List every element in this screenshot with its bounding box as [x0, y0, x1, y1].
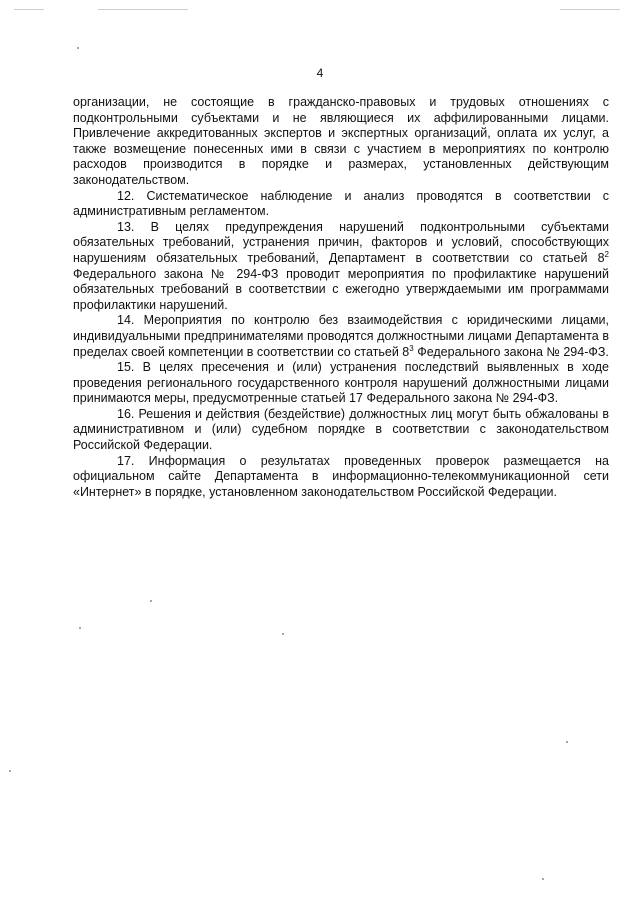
paragraph-text: 13. В целях предупреждения нарушений подконтрольными субъектами обязательных требований, устранения причин, факторов и условий, способствующих нарушениям обязательных требований, Департамент в соответствии со статьей 8	[73, 219, 609, 265]
scan-edge-mark	[560, 9, 620, 10]
page-number: 4	[316, 66, 324, 80]
superscript: 2	[604, 249, 609, 259]
scan-speck	[282, 633, 284, 635]
paragraph	[73, 360, 609, 407]
scan-edge-mark	[14, 9, 44, 10]
paragraph-text: 16. Решения и действия (бездействие) должностных лиц могут быть обжалованы в административном и (или) судебном порядке в соответствии с законодательством Российской Федерации.	[73, 406, 609, 453]
paragraph	[73, 189, 609, 220]
scan-speck	[9, 770, 11, 772]
paragraph-text: 14. Мероприятия по контролю без взаимодействия с юридическими лицами, индивидуальными предпринимателями проводятся должностными лицами Департамента в пределах своей компетенции в соответствии со статьей 8	[73, 313, 609, 359]
superscript: 3	[409, 343, 414, 353]
scan-speck	[566, 741, 568, 743]
scan-speck	[542, 878, 544, 880]
paragraph-text: организации, не состоящие в гражданско-правовых и трудовых отношениях с подконтрольными субъектами и не являющиеся их аффилированными лицами. Привлечение аккредитованных экспертов и экспертных организаций, оплата их услуг, а также возмещение понесенных ими в связи с участием в мероприятиях по контролю расходов производится в порядке и размерах, установленных действующим законодательством.	[73, 95, 609, 187]
paragraph-text: 17. Информация о результатах проведенных проверок размещается на официальном сайте Департамента в информационно-телекоммуникационной сети «Интернет» в порядке, установленном законодательством Российской Федерации.	[73, 453, 609, 499]
paragraph	[73, 454, 609, 501]
paragraph-text: Федерального закона № 294-ФЗ.	[413, 344, 609, 359]
paragraph	[73, 220, 609, 314]
paragraph	[73, 407, 609, 454]
paragraph-text: Федерального закона № 294-ФЗ проводит мероприятия по профилактике нарушений обязательных требований в соответствии с ежегодно утверждаемыми им программами профилактики нарушений.	[73, 266, 609, 312]
paragraph	[73, 95, 609, 189]
scan-speck	[77, 47, 79, 49]
scan-edge-mark	[98, 9, 188, 10]
scan-speck	[79, 627, 81, 629]
paragraph	[73, 313, 609, 360]
paragraph-text: 12. Систематическое наблюдение и анализ проводятся в соответствии с административным регламентом.	[73, 188, 609, 219]
scan-speck	[150, 600, 152, 602]
paragraph-text: 15. В целях пресечения и (или) устранения последствий выявленных в ходе проведения регионального государственного контроля нарушений должностными лицами принимаются меры, предусмотренные статьей 17 Федерального закона № 294-ФЗ.	[73, 360, 609, 406]
document-body	[73, 95, 609, 500]
